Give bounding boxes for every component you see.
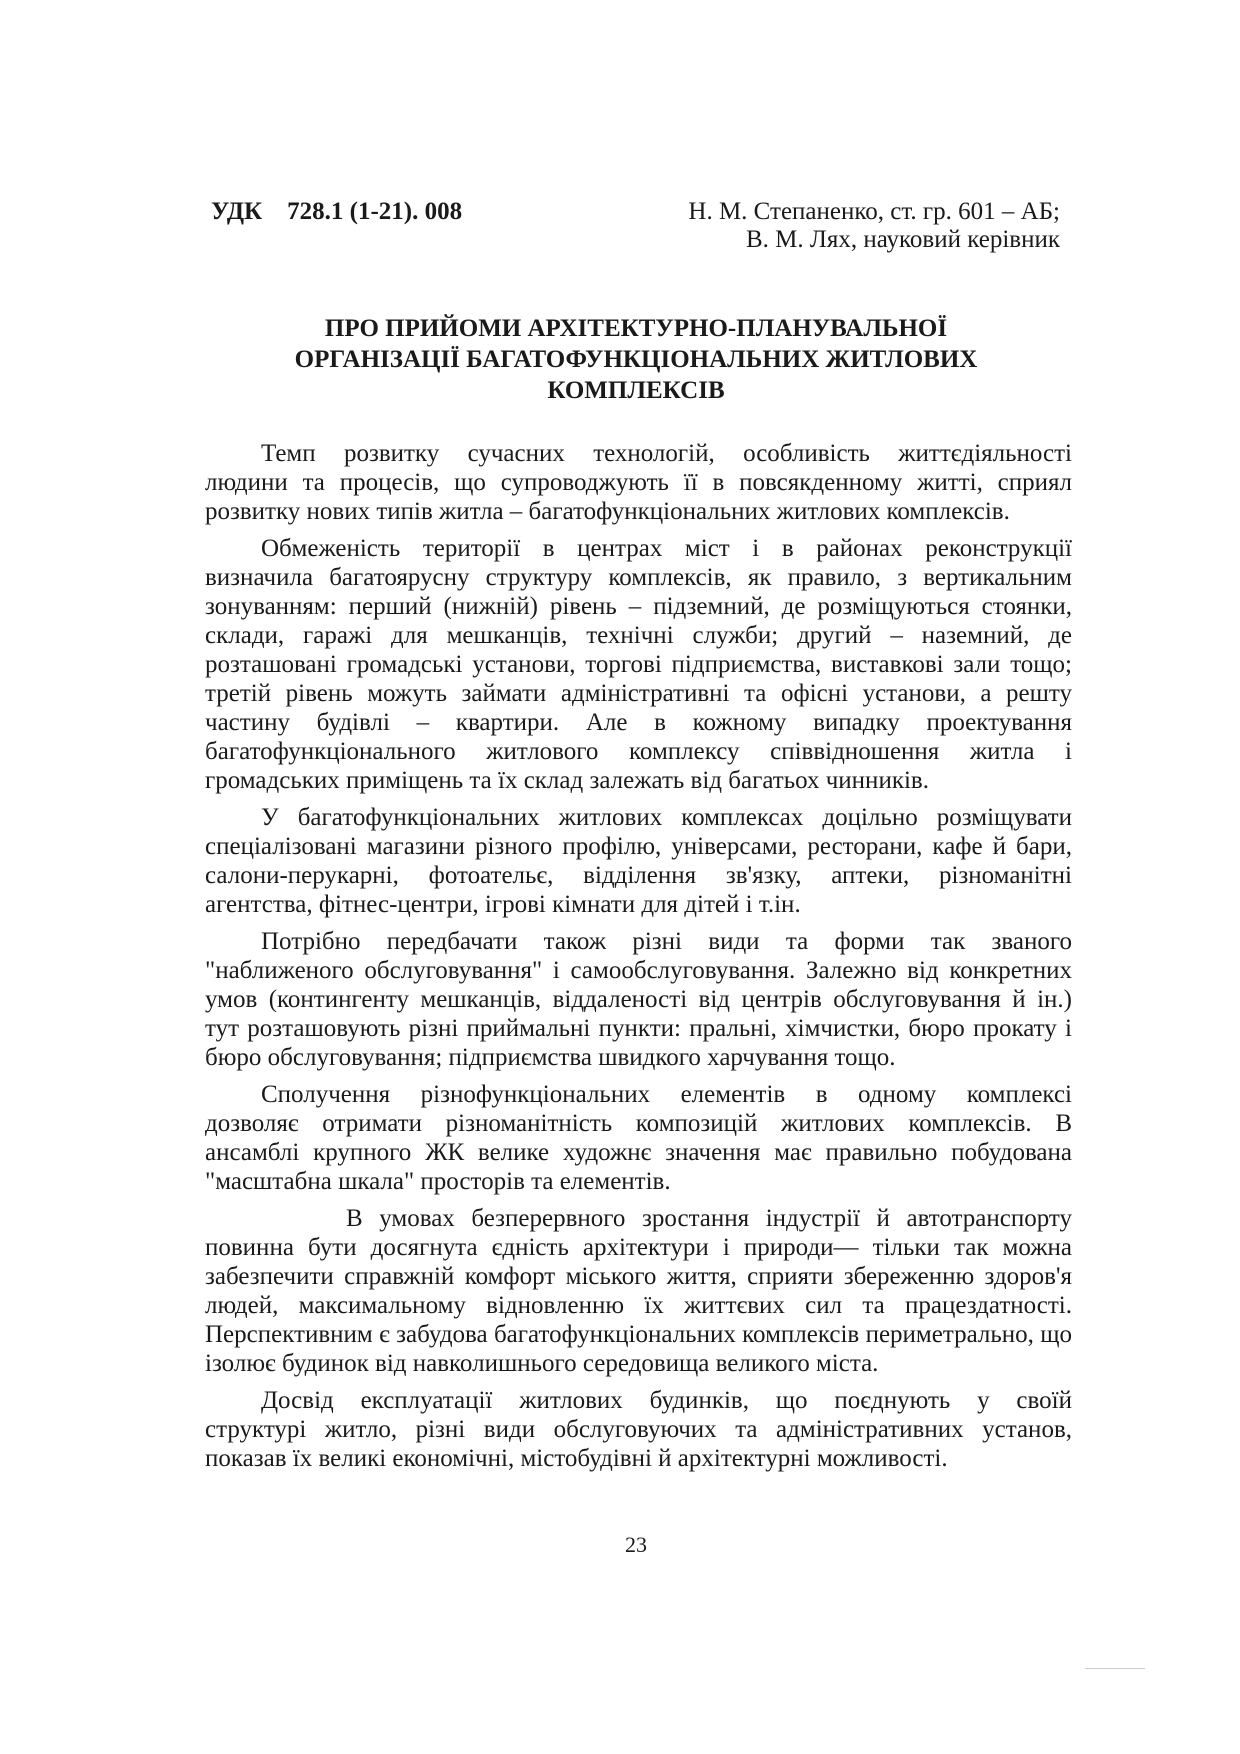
page-number: 23 [625, 1532, 647, 1557]
text-line: У багатофункціональних житлових комплексах доцільно розміщувати [261, 804, 1072, 831]
text-line: склади, гаражі для мешканців, технічні служби; другий – наземний, де [205, 622, 1072, 649]
author-line: Н. М. Степаненко, ст. гр. 601 – АБ; [688, 198, 1060, 225]
paragraph [205, 1204, 1072, 1378]
text-line: "наближеного обслуговування" і самообслуговування. Залежно від конкретних [205, 957, 1072, 984]
text-line: громадських приміщень та їх склад залежать від багатьох чинників. [205, 767, 929, 794]
article-body [205, 439, 1072, 1481]
author-line: В. М. Лях, науковий керівник [745, 226, 1060, 253]
paragraph [205, 534, 1072, 795]
text-line: агентства, фітнес-центри, ігрові кімнати для дітей і т.ін. [205, 891, 801, 918]
text-line: розташовані громадські установи, торгові підприємства, виставкові зали тощо; [205, 651, 1072, 678]
title-line: ПРО ПРИЙОМИ АРХІТЕКТУРНО-ПЛАНУВАЛЬНОЇ [324, 315, 948, 342]
text-line: людини та процесів, що супроводжують її в повсякденному житті, сприял [205, 469, 1072, 496]
text-line: багатофункціонального житлового комплексу співвідношення житла і [205, 738, 1072, 765]
text-line: Сполучення різнофункціональних елементів в одному комплексі [261, 1081, 1072, 1108]
text-line: структурі житло, різні види обслуговуючих та адміністративних установ, [205, 1416, 1072, 1443]
text-line: Темп розвитку сучасних технологій, особливість життєдіяльності [261, 440, 1072, 467]
text-line: Обмеженість території в центрах міст і в районах реконструкції [261, 535, 1072, 562]
text-line: розвитку нових типів житла – багатофункціональних житлових комплексів. [205, 498, 1010, 525]
authors [688, 198, 1060, 254]
text-line: "масштабна шкала" просторів та елементів. [205, 1168, 671, 1195]
paragraph [205, 439, 1072, 526]
text-line: зонуванням: перший (нижній) рівень – підземний, де розміщуються стоянки, [205, 593, 1072, 620]
text-line: В умовах безперервного зростання індустрії й автотранспорту [346, 1205, 1072, 1232]
title-line: ОРГАНІЗАЦІЇ БАГАТОФУНКЦІОНАЛЬНИХ ЖИТЛОВИХ [294, 346, 978, 373]
paragraph [205, 803, 1072, 919]
text-line: тут розташовують різні приймальні пункти: пральні, хімчистки, бюро прокату і [205, 1015, 1072, 1042]
scan-mark [1085, 1668, 1145, 1669]
text-line: ансамблі крупного ЖК велике художнє значення має правильно побудована [205, 1139, 1072, 1166]
text-line: Досвід експлуатації житлових будинків, що поєднують у своїй [261, 1387, 1072, 1414]
text-line: людей, максимальному відновленню їх життєвих сил та працездатності. [205, 1292, 1072, 1319]
udk-code: УДК 728.1 (1-21). 008 [211, 198, 463, 225]
text-line: показав їх великі економічні, містобудівні й архітектурні можливості. [205, 1445, 948, 1472]
text-line: третій рівень можуть займати адміністративні та офісні установи, а решту [205, 680, 1072, 707]
text-line: ізолює будинок від навколишнього середовища великого міста. [205, 1350, 879, 1377]
text-line: визначила багатоярусну структуру комплексів, як правило, з вертикальним [205, 564, 1072, 591]
text-line: бюро обслуговування; підприємства швидкого харчування тощо. [205, 1044, 896, 1071]
paragraph [205, 1386, 1072, 1473]
text-line: салони-перукарні, фотоательє, відділення зв'язку, аптеки, різноманітні [205, 862, 1072, 889]
title-line: КОМПЛЕКСІВ [547, 377, 725, 404]
article-title [200, 313, 1072, 406]
text-line: Потрібно передбачати також різні види та форми так званого [261, 928, 1072, 955]
text-line: дозволяє отримати різноманітність композицій житлових комплексів. В [205, 1110, 1072, 1137]
text-line: спеціалізовані магазини різного профілю, універсами, ресторани, кафе й бари, [205, 833, 1072, 860]
text-line: повинна бути досягнута єдність архітектури і природи— тільки так можна [205, 1234, 1072, 1261]
text-line: умов (контингенту мешканців, віддаленості від центрів обслуговування й ін.) [205, 986, 1072, 1013]
paragraph [205, 1080, 1072, 1196]
text-line: Перспективним є забудова багатофункціональних комплексів периметрально, що [205, 1321, 1072, 1348]
text-line: частину будівлі – квартири. Але в кожному випадку проектування [205, 709, 1072, 736]
text-line: забезпечити справжній комфорт міського життя, сприяти збереженню здоров'я [205, 1263, 1072, 1290]
paragraph [205, 927, 1072, 1072]
